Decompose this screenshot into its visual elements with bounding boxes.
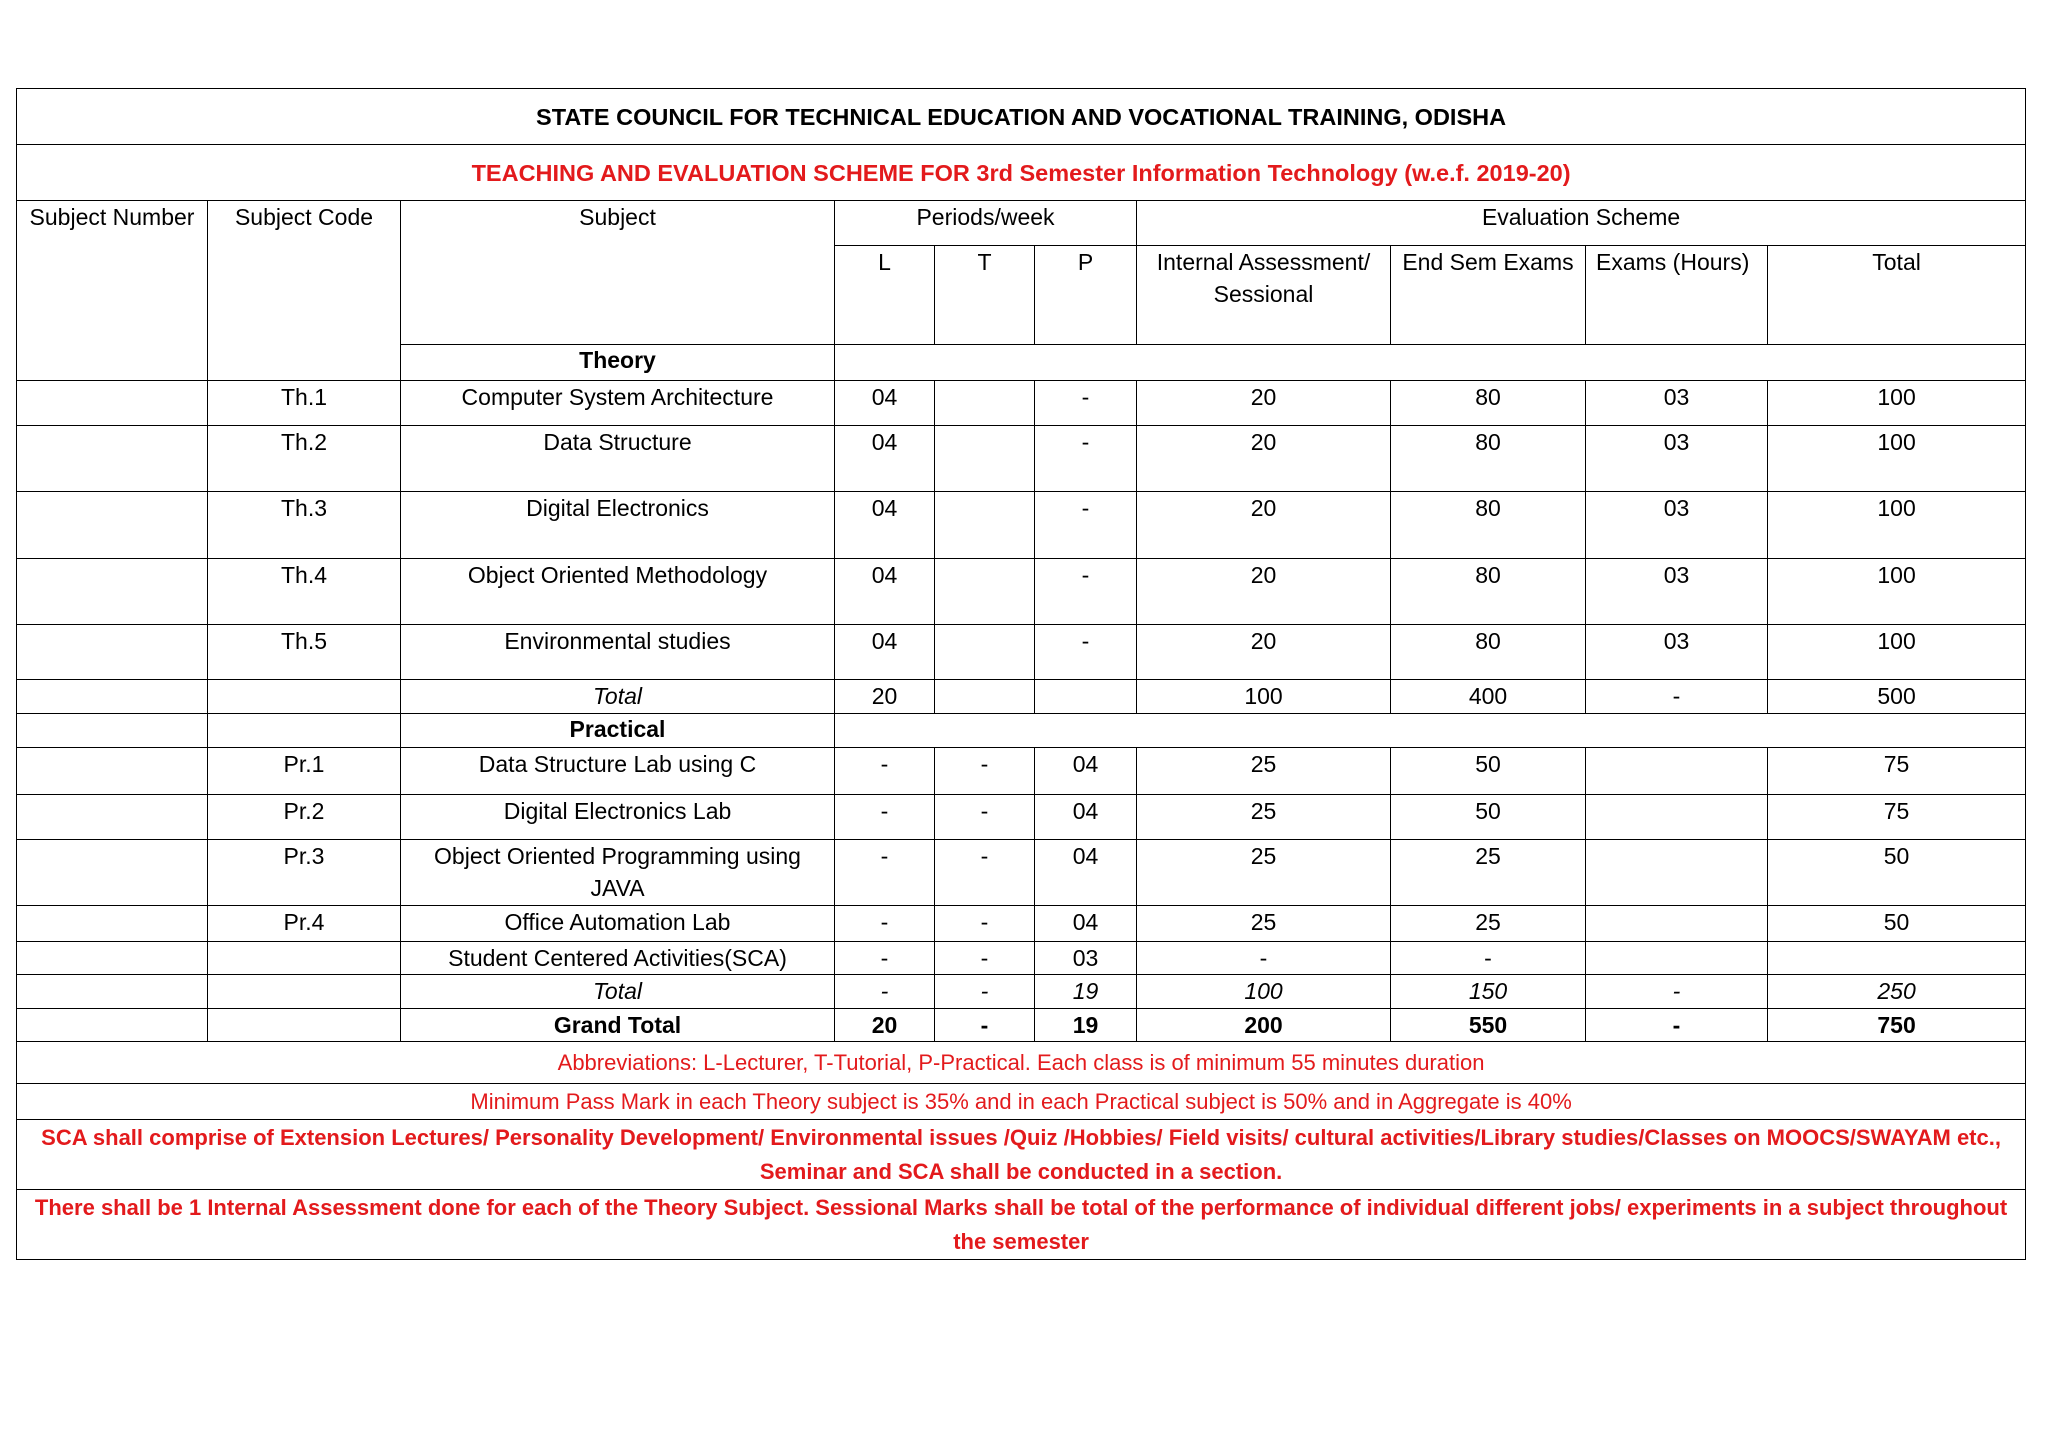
l-cell: 20	[835, 680, 935, 714]
subject-code-cell: Pr.2	[208, 795, 401, 840]
t-cell: -	[935, 942, 1035, 975]
internal-cell: 25	[1137, 906, 1391, 942]
internal-cell: 25	[1137, 840, 1391, 906]
table-row	[17, 795, 2026, 840]
p-cell: 04	[1035, 840, 1137, 906]
t-cell	[935, 381, 1035, 426]
end-sem-cell: -	[1391, 942, 1586, 975]
practical-total-label: Total	[401, 975, 835, 1009]
internal-cell: 20	[1137, 381, 1391, 426]
subject-code-cell: Th.3	[208, 492, 401, 559]
hours-cell	[1586, 748, 1768, 795]
subject-name-cell: Office Automation Lab	[401, 906, 835, 942]
internal-cell: -	[1137, 942, 1391, 975]
subject-number-cell	[17, 840, 208, 906]
theory-total-row	[17, 680, 2026, 714]
p-cell: -	[1035, 492, 1137, 559]
document-title: STATE COUNCIL FOR TECHNICAL EDUCATION AND VOCATIONAL TRAINING, ODISHA	[17, 89, 2026, 145]
hours-cell	[1586, 906, 1768, 942]
hours-cell: 03	[1586, 492, 1768, 559]
total-cell: 75	[1768, 748, 2026, 795]
l-cell: -	[835, 906, 935, 942]
subject-name-cell: Data Structure	[401, 426, 835, 492]
header-t: T	[935, 246, 1035, 345]
end-sem-cell: 80	[1391, 381, 1586, 426]
subject-number-cell	[17, 714, 208, 748]
evaluation-scheme-table	[16, 88, 2026, 1260]
total-cell: 75	[1768, 795, 2026, 840]
internal-cell: 20	[1137, 559, 1391, 625]
subject-code-cell	[208, 1009, 401, 1042]
subject-number-cell	[17, 942, 208, 975]
subject-code-cell	[208, 714, 401, 748]
total-cell	[1768, 942, 2026, 975]
header-subject-code: Subject Code	[208, 201, 401, 381]
t-cell: -	[935, 748, 1035, 795]
l-cell: -	[835, 748, 935, 795]
header-total: Total	[1768, 246, 2026, 345]
t-cell	[935, 625, 1035, 680]
total-cell: 100	[1768, 559, 2026, 625]
end-sem-cell: 400	[1391, 680, 1586, 714]
subject-number-cell	[17, 975, 208, 1009]
p-cell: -	[1035, 426, 1137, 492]
total-cell: 100	[1768, 426, 2026, 492]
table-row	[17, 906, 2026, 942]
internal-cell: 20	[1137, 426, 1391, 492]
table-row	[17, 559, 2026, 625]
l-cell: 04	[835, 381, 935, 426]
end-sem-cell: 50	[1391, 795, 1586, 840]
l-cell: 04	[835, 625, 935, 680]
abbreviations-note: Abbreviations: L-Lecturer, T-Tutorial, P-Practical. Each class is of minimum 55 minutes duration	[17, 1042, 2026, 1084]
total-cell: 100	[1768, 492, 2026, 559]
t-cell: -	[935, 975, 1035, 1009]
hours-cell: -	[1586, 680, 1768, 714]
subject-code-cell: Th.4	[208, 559, 401, 625]
header-end-sem-exams: End Sem Exams	[1391, 246, 1586, 345]
table-row	[17, 748, 2026, 795]
hours-cell	[1586, 942, 1768, 975]
subject-code-cell: Pr.1	[208, 748, 401, 795]
subject-number-cell	[17, 748, 208, 795]
subject-name-cell: Digital Electronics Lab	[401, 795, 835, 840]
p-cell: 19	[1035, 1009, 1137, 1042]
hours-cell: 03	[1586, 559, 1768, 625]
internal-cell: 100	[1137, 975, 1391, 1009]
total-cell: 500	[1768, 680, 2026, 714]
subject-name-cell: Computer System Architecture	[401, 381, 835, 426]
p-cell: 04	[1035, 748, 1137, 795]
internal-assessment-note: There shall be 1 Internal Assessment done for each of the Theory Subject. Sessional Marks shall be total of the performance of individual different jobs/ experiments in a subject throughout the semester	[17, 1190, 2026, 1260]
end-sem-cell: 150	[1391, 975, 1586, 1009]
p-cell: -	[1035, 559, 1137, 625]
header-internal-assessment: Internal Assessment/ Sessional	[1137, 246, 1391, 345]
p-cell: -	[1035, 625, 1137, 680]
subject-number-cell	[17, 625, 208, 680]
subject-name-cell: Environmental studies	[401, 625, 835, 680]
end-sem-cell: 25	[1391, 906, 1586, 942]
practical-section-filler	[835, 714, 2026, 748]
t-cell: -	[935, 1009, 1035, 1042]
header-l: L	[835, 246, 935, 345]
subject-name-cell: Student Centered Activities(SCA)	[401, 942, 835, 975]
t-cell: -	[935, 840, 1035, 906]
theory-total-label: Total	[401, 680, 835, 714]
total-cell: 250	[1768, 975, 2026, 1009]
internal-cell: 200	[1137, 1009, 1391, 1042]
grand-total-row	[17, 1009, 2026, 1042]
subject-name-cell: Digital Electronics	[401, 492, 835, 559]
internal-cell: 25	[1137, 748, 1391, 795]
l-cell: 04	[835, 492, 935, 559]
document-subtitle: TEACHING AND EVALUATION SCHEME FOR 3rd Semester Information Technology (w.e.f. 2019-20)	[17, 145, 2026, 201]
subject-number-cell	[17, 1009, 208, 1042]
subject-number-cell	[17, 426, 208, 492]
subject-code-cell	[208, 680, 401, 714]
subject-code-cell: Th.5	[208, 625, 401, 680]
header-subject-number: Subject Number	[17, 201, 208, 381]
table-row	[17, 942, 2026, 975]
end-sem-cell: 80	[1391, 625, 1586, 680]
table-row	[17, 426, 2026, 492]
internal-cell: 100	[1137, 680, 1391, 714]
hours-cell: 03	[1586, 625, 1768, 680]
sca-note: SCA shall comprise of Extension Lectures/ Personality Development/ Environmental issues /Quiz /Hobbies/ Field visits/ cultural activities/Library studies/Classes on MOOCS/SWAYAM etc., Seminar and SCA shall be conducted in a section.	[17, 1120, 2026, 1190]
total-cell: 100	[1768, 625, 2026, 680]
internal-cell: 25	[1137, 795, 1391, 840]
t-cell	[935, 492, 1035, 559]
end-sem-cell: 80	[1391, 426, 1586, 492]
total-cell: 50	[1768, 840, 2026, 906]
hours-cell: 03	[1586, 426, 1768, 492]
total-cell: 100	[1768, 381, 2026, 426]
end-sem-cell: 80	[1391, 492, 1586, 559]
pass-mark-note: Minimum Pass Mark in each Theory subject is 35% and in each Practical subject is 50% and in Aggregate is 40%	[17, 1084, 2026, 1120]
header-exams-hours: Exams (Hours)	[1586, 246, 1768, 345]
subject-code-cell: Pr.3	[208, 840, 401, 906]
l-cell: -	[835, 795, 935, 840]
end-sem-cell: 80	[1391, 559, 1586, 625]
subject-name-cell: Data Structure Lab using C	[401, 748, 835, 795]
end-sem-cell: 550	[1391, 1009, 1586, 1042]
subject-code-cell: Th.2	[208, 426, 401, 492]
t-cell	[935, 426, 1035, 492]
subject-number-cell	[17, 795, 208, 840]
l-cell: 04	[835, 559, 935, 625]
hours-cell: -	[1586, 975, 1768, 1009]
table-row	[17, 840, 2026, 906]
p-cell	[1035, 680, 1137, 714]
header-p: P	[1035, 246, 1137, 345]
hours-cell	[1586, 840, 1768, 906]
p-cell: 03	[1035, 942, 1137, 975]
l-cell: -	[835, 840, 935, 906]
subject-number-cell	[17, 680, 208, 714]
hours-cell: -	[1586, 1009, 1768, 1042]
theory-section-label: Theory	[401, 345, 835, 381]
grand-total-label: Grand Total	[401, 1009, 835, 1042]
subject-number-cell	[17, 381, 208, 426]
end-sem-cell: 50	[1391, 748, 1586, 795]
subject-number-cell	[17, 559, 208, 625]
l-cell: 20	[835, 1009, 935, 1042]
header-subject: Subject	[401, 201, 835, 345]
p-cell: 19	[1035, 975, 1137, 1009]
t-cell: -	[935, 795, 1035, 840]
t-cell: -	[935, 906, 1035, 942]
subject-code-cell	[208, 975, 401, 1009]
header-periods-week: Periods/week	[835, 201, 1137, 246]
theory-section-filler	[835, 345, 2026, 381]
table-row	[17, 381, 2026, 426]
l-cell: -	[835, 942, 935, 975]
p-cell: 04	[1035, 906, 1137, 942]
subject-number-cell	[17, 906, 208, 942]
header-evaluation-scheme: Evaluation Scheme	[1137, 201, 2026, 246]
subject-number-cell	[17, 492, 208, 559]
end-sem-cell: 25	[1391, 840, 1586, 906]
subject-name-cell: Object Oriented Programming using JAVA	[401, 840, 835, 906]
subject-code-cell: Pr.4	[208, 906, 401, 942]
t-cell	[935, 680, 1035, 714]
subject-code-cell	[208, 942, 401, 975]
practical-total-row	[17, 975, 2026, 1009]
subject-name-cell: Object Oriented Methodology	[401, 559, 835, 625]
l-cell: -	[835, 975, 935, 1009]
table-row	[17, 625, 2026, 680]
total-cell: 750	[1768, 1009, 2026, 1042]
internal-cell: 20	[1137, 625, 1391, 680]
table-row	[17, 492, 2026, 559]
total-cell: 50	[1768, 906, 2026, 942]
internal-cell: 20	[1137, 492, 1391, 559]
subject-code-cell: Th.1	[208, 381, 401, 426]
t-cell	[935, 559, 1035, 625]
p-cell: -	[1035, 381, 1137, 426]
p-cell: 04	[1035, 795, 1137, 840]
l-cell: 04	[835, 426, 935, 492]
practical-section-label: Practical	[401, 714, 835, 748]
hours-cell	[1586, 795, 1768, 840]
hours-cell: 03	[1586, 381, 1768, 426]
